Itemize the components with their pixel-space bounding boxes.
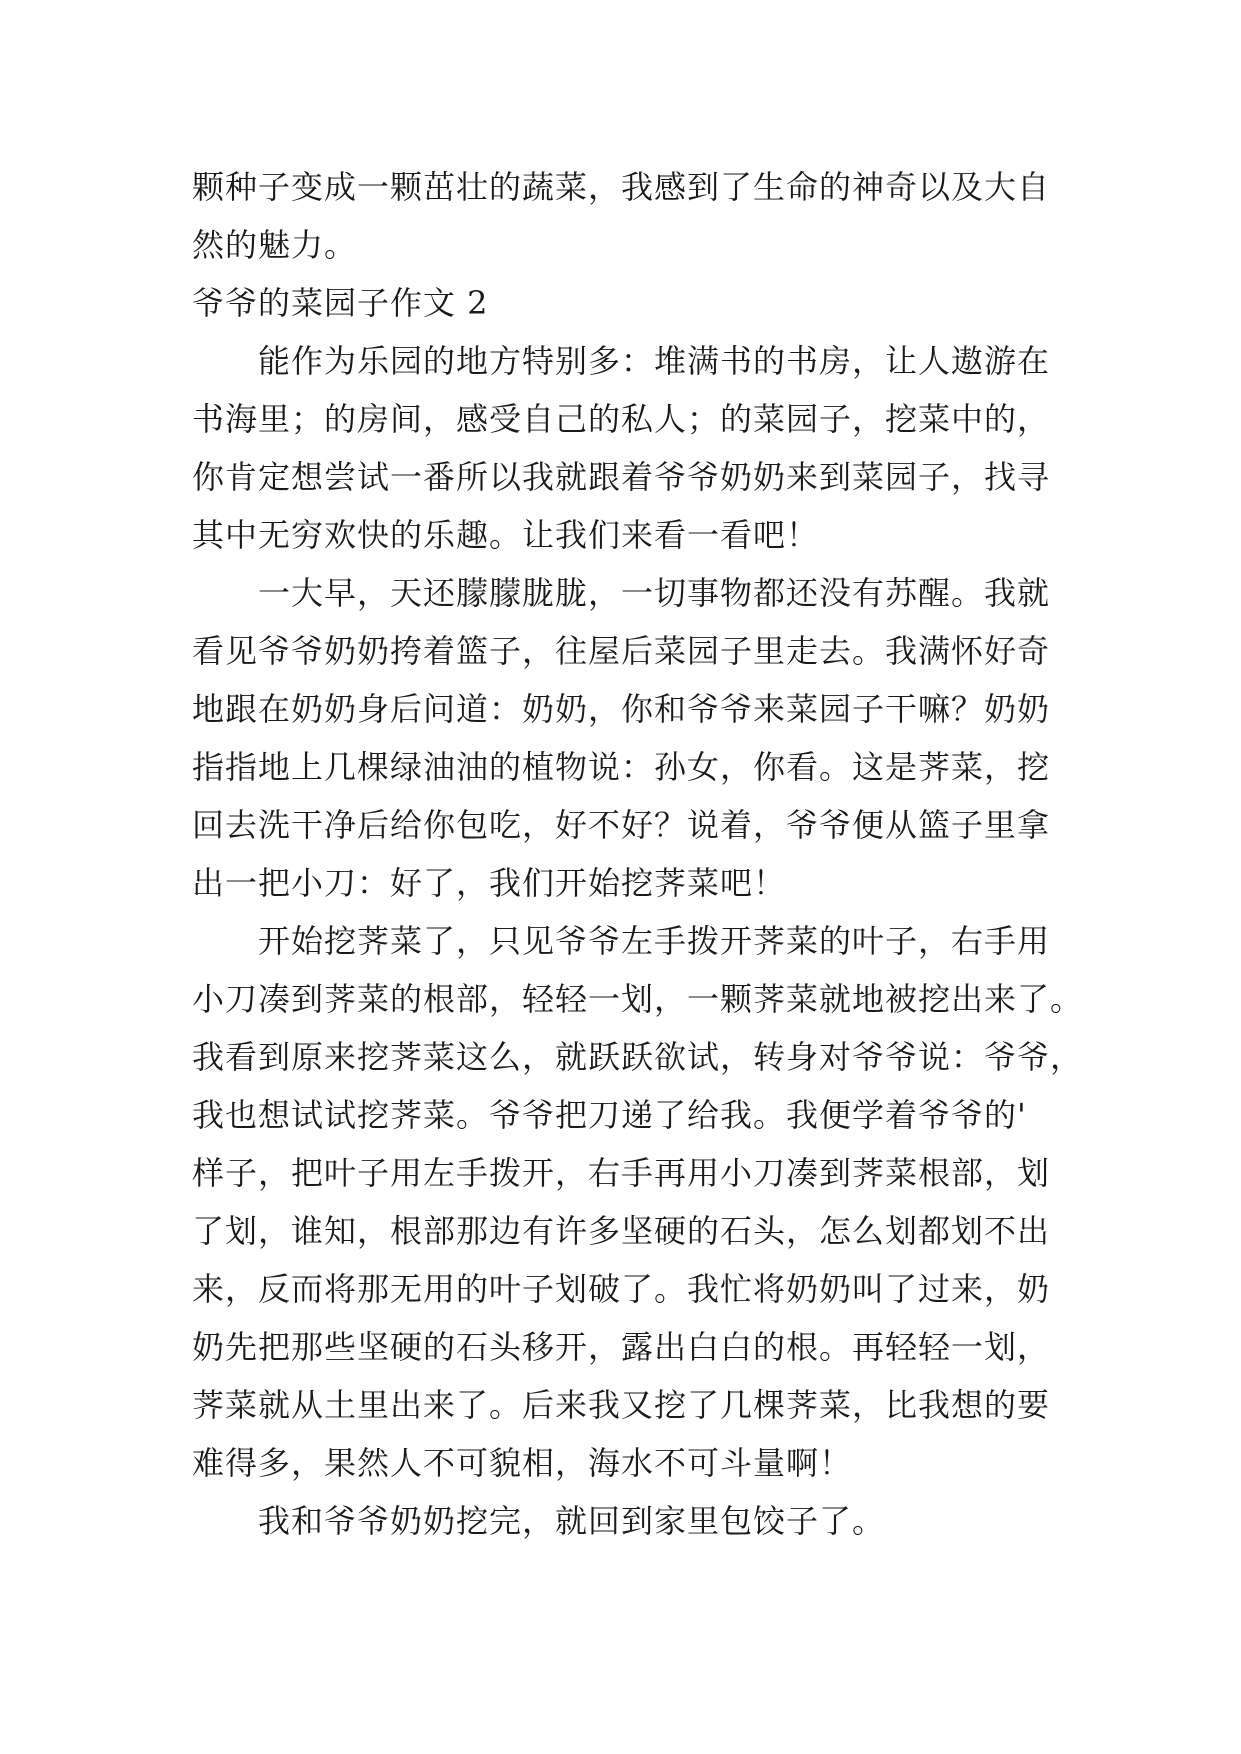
- document-body: [192, 158, 1084, 1550]
- section-heading: 爷爷的菜园子作文 2: [192, 284, 489, 322]
- paragraph-line: 我和爷爷奶奶挖完，就回到家里包饺子了。: [258, 1502, 886, 1540]
- paragraph-line: 难得多，果然人不可貌相，海水不可斗量啊！: [192, 1444, 853, 1482]
- paragraph-line: 奶先把那些坚硬的石头移开，露出白白的根。再轻轻一划，: [192, 1328, 1051, 1366]
- paragraph-line: 指指地上几棵绿油油的植物说：孙女，你看。这是荠菜，挖: [192, 748, 1051, 786]
- paragraph-line: 其中无穷欢快的乐趣。让我们来看一看吧！: [192, 516, 820, 554]
- paragraph-4: [192, 1492, 1064, 1550]
- paragraph-line: 开始挖荠菜了，只见爷爷左手拨开荠菜的叶子，右手用: [258, 922, 1051, 960]
- paragraph-line: 样子，把叶子用左手拨开，右手再用小刀凑到荠菜根部，划: [192, 1154, 1051, 1192]
- paragraph-line: 能作为乐园的地方特别多：堆满书的书房，让人遨游在: [258, 342, 1051, 380]
- paragraph-line: 荠菜就从土里出来了。后来我又挖了几棵荠菜，比我想的要: [192, 1386, 1051, 1424]
- paragraph-line: 看见爷爷奶奶挎着篮子，往屋后菜园子里走去。我满怀好奇: [192, 632, 1051, 670]
- paragraph-line: 出一把小刀：好了，我们开始挖荠菜吧！: [192, 864, 787, 902]
- paragraph-line: 你肯定想尝试一番所以我就跟着爷爷奶奶来到菜园子，找寻: [192, 458, 1051, 496]
- intro-line: 然的魅力。: [192, 226, 358, 264]
- paragraph-line: 书海里；的房间，感受自己的私人；的菜园子，挖菜中的，: [192, 400, 1051, 438]
- paragraph-line: 回去洗干净后给你包吃，好不好？说着，爷爷便从篮子里拿: [192, 806, 1051, 844]
- paragraph-line: 我也想试试挖荠菜。爷爷把刀递了给我。我便学着爷爷的': [192, 1096, 1027, 1134]
- paragraph-line: 了划，谁知，根部那边有许多坚硬的石头，怎么划都划不出: [192, 1212, 1051, 1250]
- paragraph-2: [192, 564, 1064, 912]
- paragraph-3: [192, 912, 1084, 1492]
- paragraph-line: 地跟在奶奶身后问道：奶奶，你和爷爷来菜园子干嘛？奶奶: [192, 690, 1051, 728]
- paragraph-line: 一大早，天还朦朦胧胧，一切事物都还没有苏醒。我就: [258, 574, 1051, 612]
- intro-line: 颗种子变成一颗茁壮的蔬菜，我感到了生命的神奇以及大自: [192, 168, 1051, 206]
- paragraph-line: 来，反而将那无用的叶子划破了。我忙将奶奶叫了过来，奶: [192, 1270, 1051, 1308]
- paragraph-line: 小刀凑到荠菜的根部，轻轻一划，一颗荠菜就地被挖出来了。: [192, 980, 1084, 1018]
- paragraph-line: 我看到原来挖荠菜这么，就跃跃欲试，转身对爷爷说：爷爷，: [192, 1038, 1084, 1076]
- paragraph-1: [192, 332, 1064, 564]
